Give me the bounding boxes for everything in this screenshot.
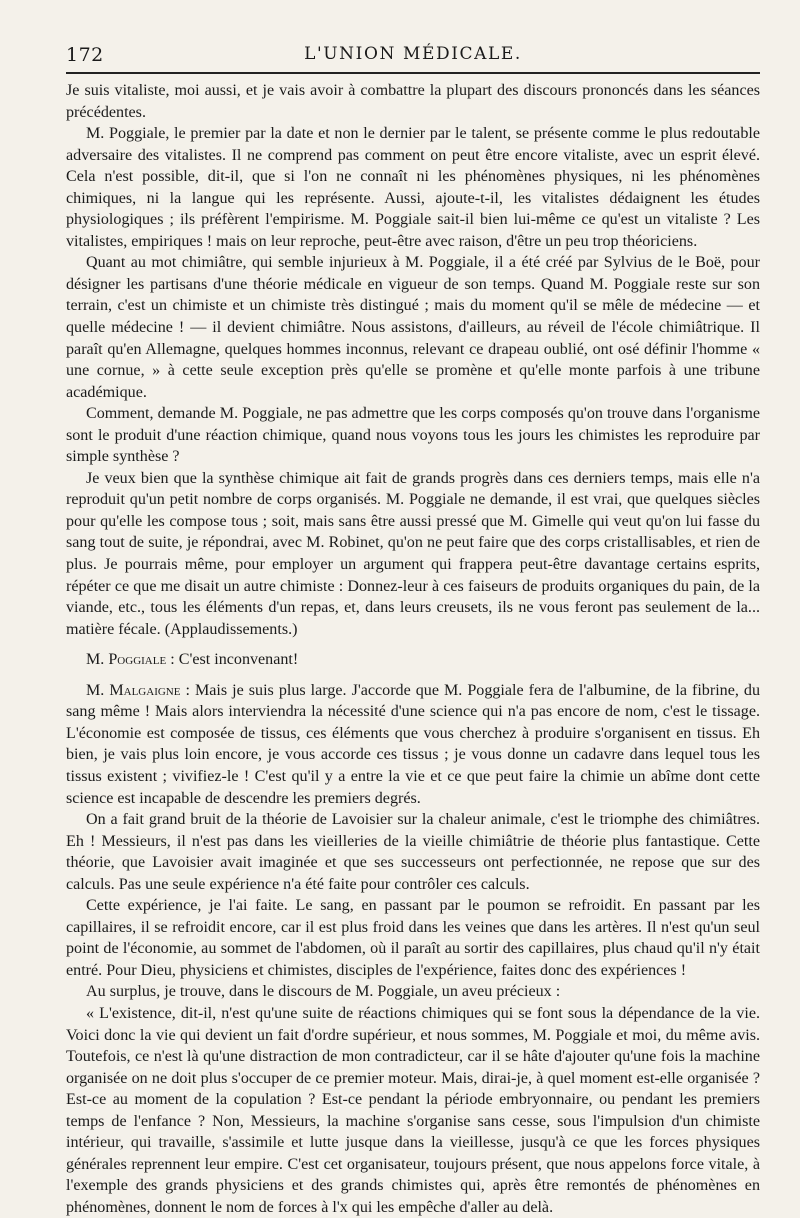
article-body: [66, 80, 760, 1218]
paragraph: Cette expérience, je l'ai faite. Le sang, en passant par le poumon se refroidit. En passant par les capillaires, il se refroidit encore, car il est plus froid dans les veines que dans les artères. Il n'est qu'un seul point de l'économie, au sommet de l'abdomen, où il paraît au sortir des capillaires, plus chaud qu'il n'y était entré. Pour Dieu, physiciens et chimistes, disciples de l'expérience, faites donc des expériences !: [66, 897, 760, 979]
paragraph: On a fait grand bruit de la théorie de Lavoisier sur la chaleur animale, c'est le triomphe des chimiâtres. Eh ! Messieurs, il n'est pas dans les vieilleries de la vieille chimiâtrie de théorie plus fantastique. Cette théorie, que Lavoisier avait imaginée et que ses successeurs ont perfectionnée, ne repose que sur des calculs. Pas une seule expérience n'a été faite pour contrôler ces calculs.: [66, 811, 760, 893]
interjection-poggiale: [66, 649, 760, 671]
paragraph: Je veux bien que la synthèse chimique ait fait de grands progrès dans ces derniers temps, mais elle n'a reproduit qu'un petit nombre de corps organisés. M. Poggiale ne demande, il est vrai, que quelques siècles pour qu'elle les compose tous ; soit, mais sans être aussi pressé que M. Gimelle qui veut qu'on lui fasse du sang tout de suite, je répondrai, avec M. Robinet, qu'on ne peut faire que des corps cristallisables, et rien de plus. Je pourrais même, pour employer un argument qui frappera peut-être davantage certains esprits, répéter ce que me disait un autre chimiste : Donnez-leur à ces faiseurs de produits organiques du pain, de la viande, etc., tous les éléments d'un repas, et, dans leurs creusets, ils ne vous feront pas seulement de la... matière fécale. (Applaudissements.): [66, 469, 760, 638]
paragraph: Comment, demande M. Poggiale, ne pas admettre que les corps composés qu'on trouve dans l'organisme sont le produit d'une réaction chimique, quand nous voyons tous les jours les chimistes les reproduire par simple synthèse ?: [66, 405, 760, 466]
interjection-text: : C'est inconvenant!: [166, 651, 299, 669]
running-title: L'UNION MÉDICALE.: [304, 44, 522, 64]
paragraph: M. Poggiale, le premier par la date et non le dernier par le talent, se présente comme le plus redoutable adversaire des vitalistes. Il ne comprend pas comment on peut être encore vitaliste, avec un esprit élevé. Cela n'est possible, dit-il, que si l'on ne connaît ni les phénomènes physiques, ni les phénomènes chimiques, ni la langue qui les représente. Aussi, ajoute-t-il, les vitalistes dédaignent les études physiologiques ; ils préfèrent l'empirisme. M. Poggiale sait-il bien lui-même ce qu'est un vitaliste ? Les vitalistes, empiriques ! mais on leur reproche, peut-être avec raison, d'être un peu trop théoriciens.: [66, 125, 760, 250]
speaker-name: M. Poggiale: [86, 651, 167, 669]
paragraph: Je suis vitaliste, moi aussi, et je vais avoir à combattre la plupart des discours prononcés dans les séances précédentes.: [66, 82, 760, 121]
interjection-malgaigne: [66, 680, 760, 809]
paragraph: Au surplus, je trouve, dans le discours de M. Poggiale, un aveu précieux :: [86, 983, 561, 1001]
page-number: 172: [66, 44, 104, 66]
header-rule: [66, 72, 760, 74]
speaker-name: M. Malgaigne: [86, 681, 181, 699]
paragraph: Quant au mot chimiâtre, qui semble injurieux à M. Poggiale, il a été créé par Sylvius de le Boë, pour désigner les partisans d'une théorie médicale en vigueur de son temps. Quand M. Poggiale reste sur son terrain, c'est un chimiste et un chimiste très distingué ; mais du moment qu'il se mêle de médecine — et quelle médecine ! — il devient chimiâtre. Nous assistons, d'ailleurs, au réveil de l'école chimiâtrique. Il paraît qu'en Allemagne, quelques hommes inconnus, relevant ce drapeau oublié, ont osé définir l'homme « une cornue, » à cette seule exception près qu'elle se promène et qu'elle monte parfois à une tribune académique.: [66, 254, 760, 401]
interjection-text: : Mais je suis plus large. J'accorde que M. Poggiale fera de l'albumine, de la fibrine, du sang même ! Mais alors interviendra la nécessité d'une science qui n'a pas encore de nom, c'est le tissage. L'économie est composée de tissus, ces éléments que vous cherchez à produire s'organisent en tissus. Eh bien, je vais plus loin encore, je vous accorde ces tissus ; je vous donne un cadavre dans lequel tous les tissus existent ; vivifiez-le ! C'est qu'il y a entre la vie et ce que peut faire la chimie un abîme dont cette science est incapable de descendre les premiers degrés.: [66, 681, 760, 807]
paragraph: « L'existence, dit-il, n'est qu'une suite de réactions chimiques qui se font sous la dépendance de la vie. Voici donc la vie qui devient un fait d'ordre supérieur, et nous sommes, M. Poggiale et moi, du même avis. Toutefois, ce n'est là qu'une distraction de mon contradicteur, car il se hâte d'ajouter qu'une fois la machine organisée on ne doit plus s'occuper de ce premier moteur. Mais, dirai-je, à quel moment est-elle organisée ? Est-ce au moment de la copulation ? Est-ce pendant la période embryonnaire, ou pendant les premiers temps de l'enfance ? Non, Messieurs, la machine s'organise sans cesse, sous l'impulsion d'un chimiste intérieur, qui travaille, s'assimile et lutte jusque dans la vieillesse, jusqu'à ce que les forces physiques générales reprennent leur empire. C'est cet organisateur, toujours présent, que nous appelons force vitale, à l'exemple des grands physiciens et des grands chimistes qui, après être remontés de phénomènes en phénomènes, donnent le nom de forces à l'x qui les empêche d'aller au delà.: [66, 1004, 760, 1216]
page-header: [66, 44, 760, 74]
